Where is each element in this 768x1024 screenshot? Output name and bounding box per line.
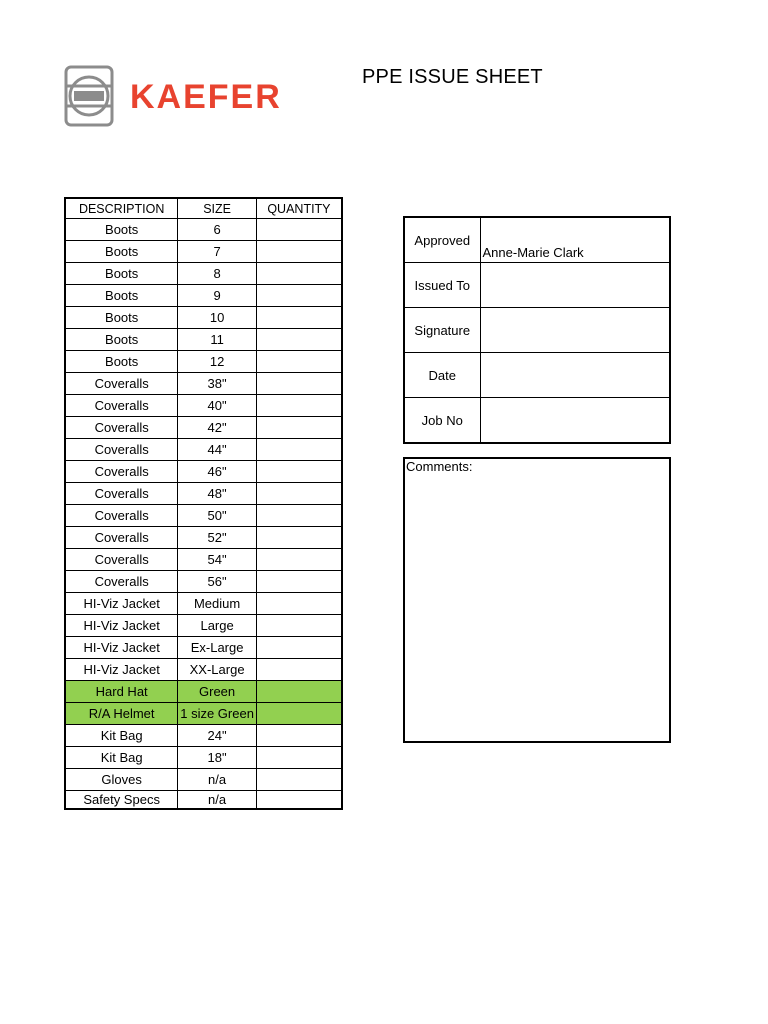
cell-description: Hard Hat bbox=[65, 681, 178, 703]
cell-quantity[interactable] bbox=[256, 747, 342, 769]
cell-description: Coveralls bbox=[65, 571, 178, 593]
info-row bbox=[404, 263, 670, 308]
cell-size: 56" bbox=[178, 571, 257, 593]
cell-quantity[interactable] bbox=[256, 659, 342, 681]
cell-description: Boots bbox=[65, 263, 178, 285]
kaefer-emblem-icon bbox=[64, 64, 294, 128]
cell-description: Coveralls bbox=[65, 505, 178, 527]
column-header-size: SIZE bbox=[178, 198, 257, 219]
table-row bbox=[65, 461, 342, 483]
table-row bbox=[65, 593, 342, 615]
cell-quantity[interactable] bbox=[256, 395, 342, 417]
cell-description: Boots bbox=[65, 329, 178, 351]
cell-size: 42" bbox=[178, 417, 257, 439]
cell-description: Coveralls bbox=[65, 439, 178, 461]
cell-size: 50" bbox=[178, 505, 257, 527]
table-row bbox=[65, 241, 342, 263]
table-row bbox=[65, 571, 342, 593]
cell-size: 40" bbox=[178, 395, 257, 417]
table-row bbox=[65, 505, 342, 527]
cell-quantity[interactable] bbox=[256, 791, 342, 810]
cell-description: R/A Helmet bbox=[65, 703, 178, 725]
comments-label: Comments: bbox=[406, 459, 473, 474]
info-value-field[interactable] bbox=[480, 398, 670, 444]
cell-quantity[interactable] bbox=[256, 681, 342, 703]
cell-size: 7 bbox=[178, 241, 257, 263]
table-row bbox=[65, 549, 342, 571]
cell-size: Medium bbox=[178, 593, 257, 615]
cell-description: Gloves bbox=[65, 769, 178, 791]
cell-quantity[interactable] bbox=[256, 241, 342, 263]
table-row bbox=[65, 395, 342, 417]
table-row bbox=[65, 439, 342, 461]
cell-quantity[interactable] bbox=[256, 373, 342, 395]
cell-description: Coveralls bbox=[65, 395, 178, 417]
table-row bbox=[65, 637, 342, 659]
table-row bbox=[65, 417, 342, 439]
cell-size: 6 bbox=[178, 219, 257, 241]
table-row bbox=[65, 483, 342, 505]
table-row bbox=[65, 703, 342, 725]
cell-description: Boots bbox=[65, 241, 178, 263]
cell-quantity[interactable] bbox=[256, 637, 342, 659]
cell-description: Boots bbox=[65, 285, 178, 307]
cell-description: Coveralls bbox=[65, 417, 178, 439]
table-row bbox=[65, 769, 342, 791]
cell-description: HI-Viz Jacket bbox=[65, 593, 178, 615]
cell-description: Coveralls bbox=[65, 483, 178, 505]
table-row bbox=[65, 263, 342, 285]
ppe-table-header bbox=[65, 198, 342, 219]
table-row bbox=[65, 615, 342, 637]
cell-quantity[interactable] bbox=[256, 593, 342, 615]
info-row bbox=[404, 308, 670, 353]
cell-quantity[interactable] bbox=[256, 439, 342, 461]
cell-size: 24" bbox=[178, 725, 257, 747]
cell-quantity[interactable] bbox=[256, 483, 342, 505]
cell-size: XX-Large bbox=[178, 659, 257, 681]
info-label: Issued To bbox=[404, 263, 480, 308]
info-value-field[interactable]: Anne-Marie Clark bbox=[480, 217, 670, 263]
issue-details-table bbox=[403, 216, 671, 444]
cell-description: HI-Viz Jacket bbox=[65, 659, 178, 681]
table-row bbox=[65, 285, 342, 307]
table-row bbox=[65, 527, 342, 549]
cell-size: 38" bbox=[178, 373, 257, 395]
info-row bbox=[404, 353, 670, 398]
cell-description: Coveralls bbox=[65, 461, 178, 483]
cell-quantity[interactable] bbox=[256, 527, 342, 549]
cell-description: Coveralls bbox=[65, 527, 178, 549]
table-row bbox=[65, 681, 342, 703]
cell-quantity[interactable] bbox=[256, 351, 342, 373]
table-row bbox=[65, 659, 342, 681]
cell-quantity[interactable] bbox=[256, 263, 342, 285]
cell-size: 12 bbox=[178, 351, 257, 373]
comments-box[interactable] bbox=[403, 457, 671, 743]
cell-description: Safety Specs bbox=[65, 791, 178, 810]
info-value-field[interactable] bbox=[480, 353, 670, 398]
cell-quantity[interactable] bbox=[256, 615, 342, 637]
column-header-description: DESCRIPTION bbox=[65, 198, 178, 219]
cell-size: 10 bbox=[178, 307, 257, 329]
cell-size: 11 bbox=[178, 329, 257, 351]
page-title: PPE ISSUE SHEET bbox=[362, 66, 543, 88]
table-row bbox=[65, 351, 342, 373]
table-row bbox=[65, 329, 342, 351]
cell-size: 52" bbox=[178, 527, 257, 549]
cell-quantity[interactable] bbox=[256, 725, 342, 747]
cell-size: 9 bbox=[178, 285, 257, 307]
cell-size: 54" bbox=[178, 549, 257, 571]
cell-quantity[interactable] bbox=[256, 329, 342, 351]
table-row bbox=[65, 307, 342, 329]
cell-description: HI-Viz Jacket bbox=[65, 637, 178, 659]
cell-quantity[interactable] bbox=[256, 417, 342, 439]
cell-quantity[interactable] bbox=[256, 505, 342, 527]
cell-size: n/a bbox=[178, 769, 257, 791]
info-row bbox=[404, 217, 670, 263]
cell-quantity[interactable] bbox=[256, 219, 342, 241]
cell-quantity[interactable] bbox=[256, 769, 342, 791]
cell-quantity[interactable] bbox=[256, 307, 342, 329]
info-value-field[interactable] bbox=[480, 263, 670, 308]
cell-description: HI-Viz Jacket bbox=[65, 615, 178, 637]
cell-quantity[interactable] bbox=[256, 571, 342, 593]
table-row bbox=[65, 791, 342, 810]
table-row bbox=[65, 725, 342, 747]
cell-size: Large bbox=[178, 615, 257, 637]
info-label: Approved bbox=[404, 217, 480, 263]
cell-description: Boots bbox=[65, 307, 178, 329]
cell-size: 8 bbox=[178, 263, 257, 285]
ppe-table bbox=[64, 197, 343, 810]
info-row bbox=[404, 398, 670, 444]
table-row bbox=[65, 219, 342, 241]
cell-description: Coveralls bbox=[65, 549, 178, 571]
cell-size: Green bbox=[178, 681, 257, 703]
cell-description: Coveralls bbox=[65, 373, 178, 395]
cell-quantity[interactable] bbox=[256, 703, 342, 725]
info-label: Job No bbox=[404, 398, 480, 444]
column-header-quantity: QUANTITY bbox=[256, 198, 342, 219]
cell-size: Ex-Large bbox=[178, 637, 257, 659]
info-label: Date bbox=[404, 353, 480, 398]
cell-description: Kit Bag bbox=[65, 747, 178, 769]
cell-size: 46" bbox=[178, 461, 257, 483]
cell-size: 1 size Green bbox=[178, 703, 257, 725]
cell-description: Boots bbox=[65, 351, 178, 373]
cell-quantity[interactable] bbox=[256, 285, 342, 307]
table-row bbox=[65, 373, 342, 395]
info-label: Signature bbox=[404, 308, 480, 353]
cell-quantity[interactable] bbox=[256, 461, 342, 483]
cell-description: Kit Bag bbox=[65, 725, 178, 747]
kaefer-logo bbox=[64, 64, 294, 128]
cell-quantity[interactable] bbox=[256, 549, 342, 571]
cell-description: Boots bbox=[65, 219, 178, 241]
table-row bbox=[65, 747, 342, 769]
brand-name: KAEFER bbox=[130, 78, 282, 116]
cell-size: n/a bbox=[178, 791, 257, 810]
cell-size: 48" bbox=[178, 483, 257, 505]
cell-size: 18" bbox=[178, 747, 257, 769]
info-value-field[interactable] bbox=[480, 308, 670, 353]
cell-size: 44" bbox=[178, 439, 257, 461]
